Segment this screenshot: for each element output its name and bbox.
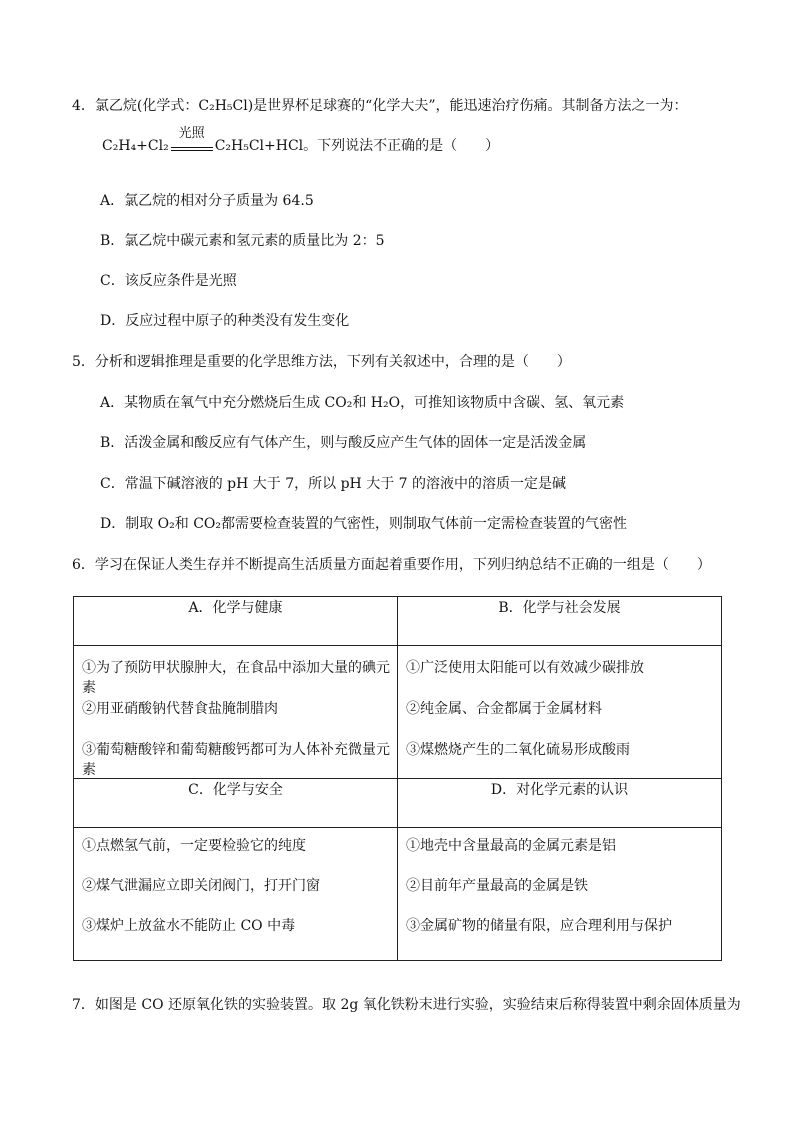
- q4-equation-products: C₂H₅Cl+HCl: [214, 138, 304, 154]
- q6-cell-a-title: A．化学与健康: [74, 597, 398, 646]
- q6-cell-c-item-1: ①点燃氢气前，一定要检验它的纯度: [82, 838, 306, 854]
- q6-cell-b-title: B．化学与社会发展: [398, 597, 722, 646]
- q4-option-b: B．氯乙烷中碳元素和氢元素的质量比为 2：5: [100, 233, 385, 249]
- q6-cell-d-title: D．对化学元素的认识: [398, 779, 722, 828]
- q4-equation: [102, 126, 500, 156]
- q6-cell-d-item-1: ①地壳中含量最高的金属元素是铝: [406, 838, 616, 854]
- q6-cell-c-item-3: ③煤炉上放盆水不能防止 CO 中毒: [82, 918, 296, 934]
- q6-cell-a-item-2: ②用亚硝酸钠代替食盐腌制腊肉: [82, 701, 278, 717]
- q6-cell-d-item-3: ③金属矿物的储量有限，应合理利用与保护: [406, 918, 672, 934]
- q5-option-b: B．活泼金属和酸反应有气体产生，则与酸反应产生气体的固体一定是活泼金属: [100, 435, 587, 451]
- q4-option-d: D．反应过程中原子的种类没有发生变化: [100, 313, 350, 329]
- q6-cell-a-body: [74, 646, 398, 779]
- q6-table: [73, 596, 722, 961]
- q4-equation-reactants: C₂H₄+Cl₂: [102, 138, 169, 154]
- q5-stem: 5．分析和逻辑推理是重要的化学思维方法，下列有关叙述中，合理的是（ ）: [72, 354, 571, 370]
- q6-cell-b-item-1: ①广泛使用太阳能可以有效减少碳排放: [406, 660, 644, 676]
- q6-cell-d-body: [398, 828, 722, 961]
- q6-cell-c-body: [74, 828, 398, 961]
- q4-option-a: A．氯乙烷的相对分子质量为 64.5: [100, 193, 314, 209]
- q6-cell-b-item-2: ②纯金属、合金都属于金属材料: [406, 701, 602, 717]
- q4-equation-tail: 。下列说法不正确的是（ ）: [303, 138, 500, 154]
- q6-cell-d-item-2: ②目前年产量最高的金属是铁: [406, 878, 588, 894]
- q6-cell-a-item-3: ③葡萄糖酸锌和葡萄糖酸钙都可为人体补充微量元素: [82, 742, 390, 778]
- q6-cell-b-body: [398, 646, 722, 779]
- q6-cell-b-item-3: ③煤燃烧产生的二氧化硫易形成酸雨: [406, 742, 630, 758]
- q4-stem: 4．氯乙烷(化学式：C₂H₅Cl)是世界杯足球赛的“化学大夫”，能迅速治疗伤痛。其制备方法之一为：: [72, 98, 688, 114]
- reaction-arrow: [169, 126, 215, 156]
- q5-option-c: C．常温下碱溶液的 pH 大于 7，所以 pH 大于 7 的溶液中的溶质一定是碱: [100, 476, 567, 492]
- q6-stem: 6．学习在保证人类生存并不断提高生活质量方面起着重要作用，下列归纳总结不正确的一组是（ ）: [72, 557, 711, 573]
- q5-option-d: D．制取 O₂和 CO₂都需要检查装置的气密性，则制取气体前一定需检查装置的气密性: [100, 516, 628, 532]
- q5-option-a: A．某物质在氧气中充分燃烧后生成 CO₂和 H₂O，可推知该物质中含碳、氢、氧元素: [100, 395, 625, 411]
- q6-cell-c-item-2: ②煤气泄漏应立即关闭阀门，打开门窗: [82, 878, 320, 894]
- q6-cell-a-item-1: ①为了预防甲状腺肿大，在食品中添加大量的碘元素: [82, 660, 390, 696]
- q6-cell-c-title: C．化学与安全: [74, 779, 398, 828]
- q7-stem: 7．如图是 CO 还原氧化铁的实验装置。取 2g 氧化铁粉末进行实验，实验结束后称得装置中剩余固体质量为: [72, 997, 741, 1013]
- q4-option-c: C．该反应条件是光照: [100, 273, 237, 289]
- reaction-condition: 光照: [178, 126, 205, 141]
